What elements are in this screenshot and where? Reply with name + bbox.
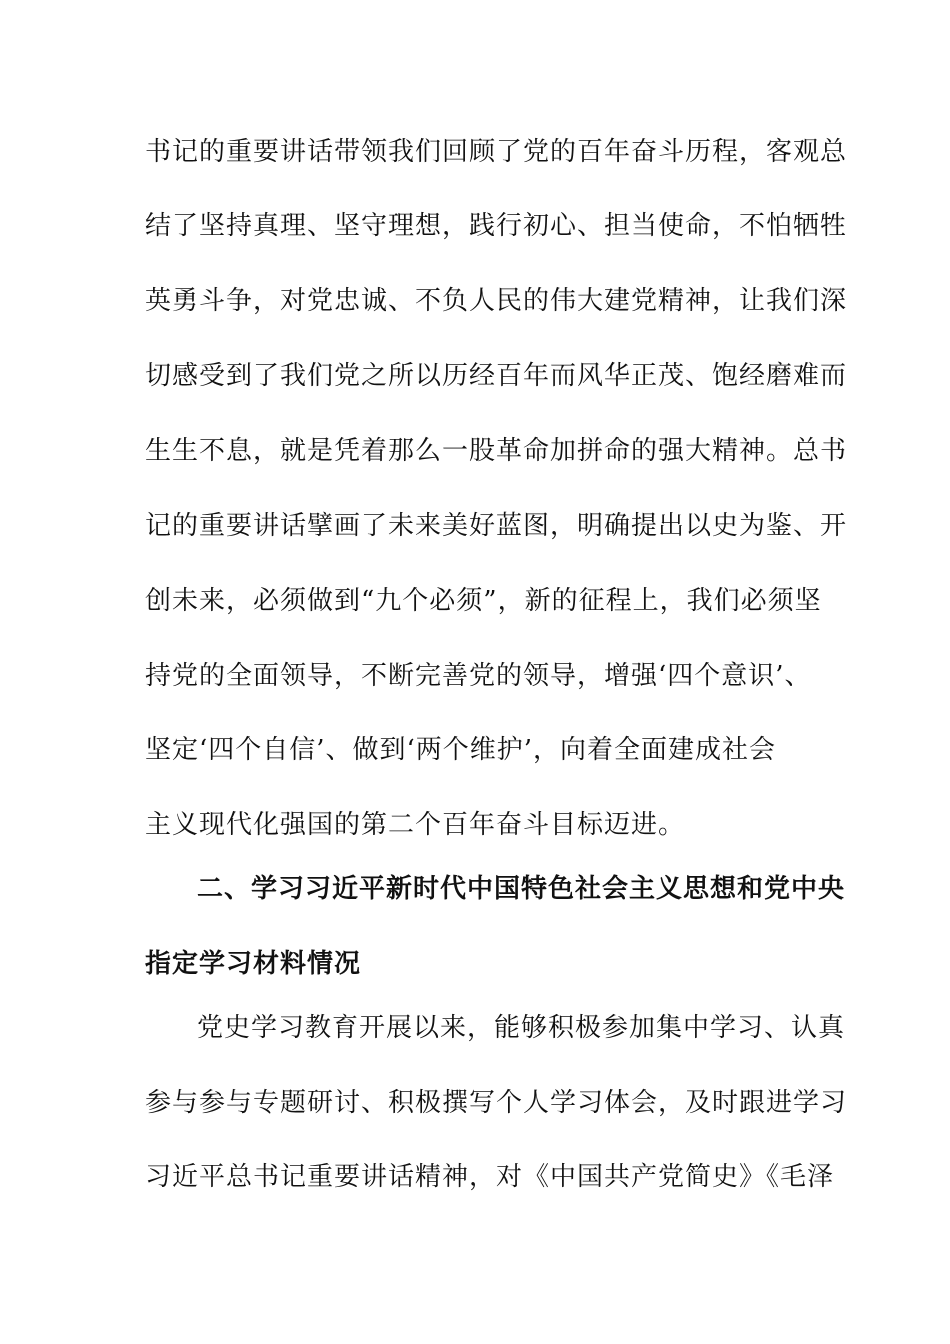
paragraph-1-line-4: 切感受到了我们党之所以历经百年而风华正茂、饱经磨难而 xyxy=(145,361,848,391)
paragraph-1-line-9: 坚定‘四个自信’、做到‘两个维护’，向着全面建成社会 xyxy=(145,735,777,765)
paragraph-1-line-8: 持党的全面领导，不断完善党的领导，增强‘四个意识’、 xyxy=(145,661,812,691)
section-heading-line-2: 指定学习材料情况 xyxy=(145,949,362,979)
paragraph-1-line-2: 结了坚持真理、坚守理想，践行初心、担当使命，不怕牺牲 xyxy=(145,211,848,241)
paragraph-1-line-3: 英勇斗争，对党忠诚、不负人民的伟大建党精神，让我们深 xyxy=(145,286,848,316)
paragraph-1-line-5: 生生不息，就是凭着那么一股革命加拼命的强大精神。总书 xyxy=(145,436,848,466)
section-heading-line-1: 二、学习习近平新时代中国特色社会主义思想和党中央 xyxy=(197,874,846,904)
paragraph-1-line-10: 主义现代化强国的第二个百年奋斗目标迈进。 xyxy=(145,810,686,840)
paragraph-1-line-7: 创未来，必须做到“九个必须”，新的征程上，我们必须坚 xyxy=(145,586,822,616)
paragraph-1-line-1: 书记的重要讲话带领我们回顾了党的百年奋斗历程，客观总 xyxy=(145,137,848,167)
paragraph-2-line-1: 党史学习教育开展以来，能够积极参加集中学习、认真 xyxy=(197,1013,846,1043)
paragraph-1-line-6: 记的重要讲话擘画了未来美好蓝图，明确提出以史为鉴、开 xyxy=(145,511,848,541)
paragraph-2-line-3: 习近平总书记重要讲话精神，对《中国共产党简史》《毛泽 xyxy=(145,1162,835,1192)
paragraph-2-line-2: 参与参与专题研讨、积极撰写个人学习体会，及时跟进学习 xyxy=(145,1088,848,1118)
